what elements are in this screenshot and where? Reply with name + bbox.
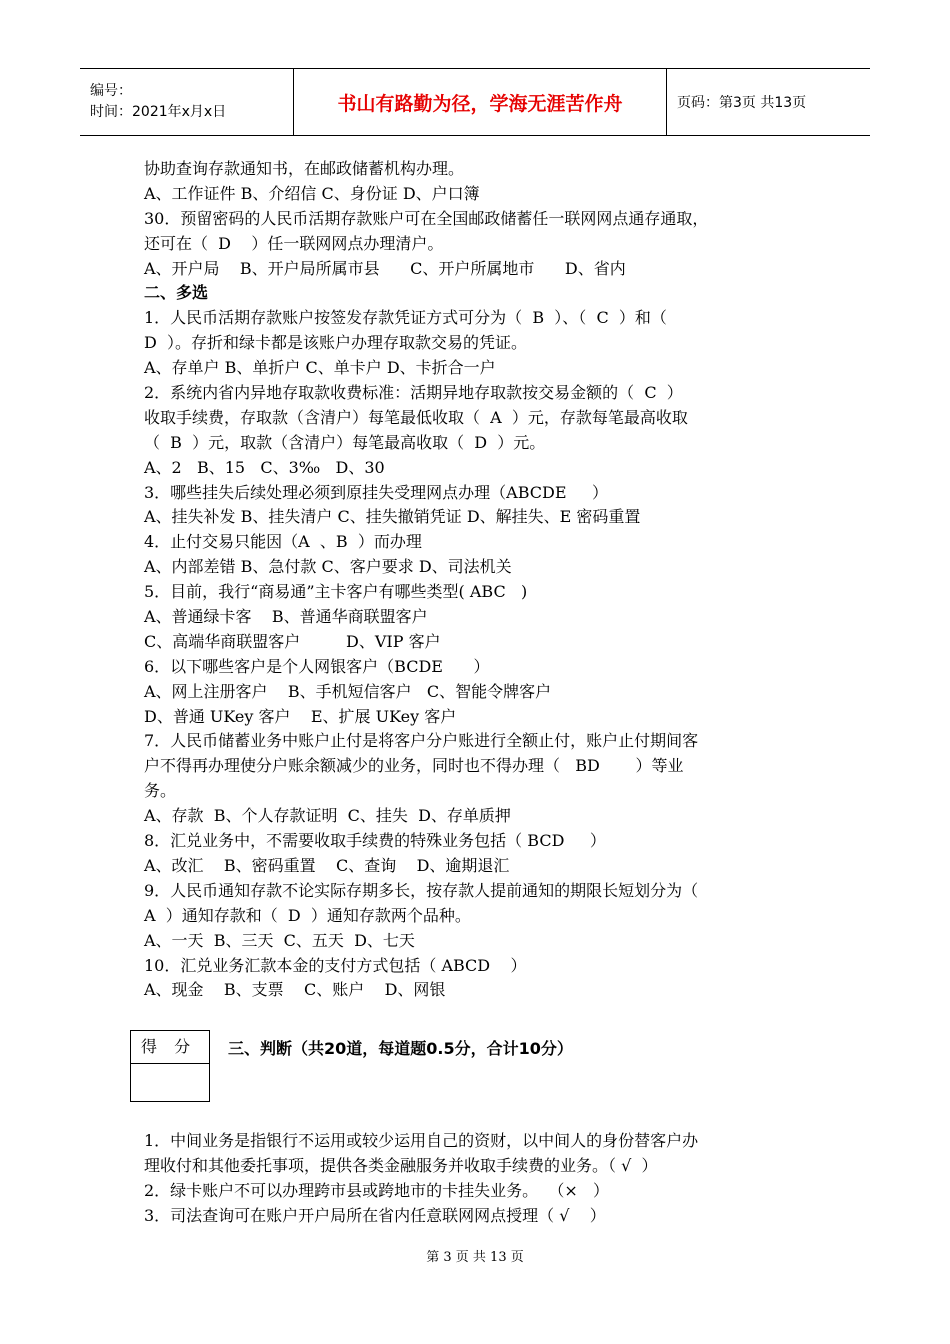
option-line: D、普通 UKey 客户 E、扩展 UKey 客户 <box>144 706 457 726</box>
question-line: 5．目前，我行“商易通”主卡客户有哪些类型( ABC ) <box>144 582 528 602</box>
header-left <box>80 69 294 136</box>
question-body <box>144 157 814 1003</box>
option-line: A、存款 B、个人存款证明 C、挂失 D、存单质押 <box>144 806 511 826</box>
question-line: （ B ）元，取款（含清户）每笔最高收取（ D ）元。 <box>144 432 546 452</box>
question-line: 1．中间业务是指银行不运用或较少运用自己的资财，以中间人的身份替客户办 <box>144 1131 699 1150</box>
question-line: 9．人民币通知存款不论实际存期多长，按存款人提前通知的期限长短划分为（ <box>144 880 699 900</box>
question-line: D ）。存折和绿卡都是该账户办理存取款交易的凭证。 <box>144 333 528 353</box>
question-line: 7．人民币储蓄业务中账户止付是将客户分户账进行全额止付，账户止付期间客 <box>144 731 699 751</box>
question-line: 4．止付交易只能因（A 、B ）而办理 <box>144 532 422 552</box>
question-line: 30．预留密码的人民币活期存款账户可在全国邮政储蓄任一联网网点通存通取， <box>144 208 709 228</box>
page-number-label: 页码：第3页 共13页 <box>667 69 871 136</box>
question-line: 务。 <box>144 781 177 801</box>
question-line: 3．哪些挂失后续处理必须到原挂失受理网点办理（ABCDE ） <box>144 482 608 502</box>
option-line: A、现金 B、支票 C、账户 D、网银 <box>144 980 446 1000</box>
option-line: A、一天 B、三天 C、五天 D、七天 <box>144 930 415 950</box>
header-motto: 书山有路勤为径，学海无涯苦作舟 <box>294 69 667 136</box>
question-line: 收取手续费，存取款（含清户）每笔最低收取（ A ）元，存款每笔最高收取 <box>144 407 688 427</box>
option-line: A、网上注册客户 B、手机短信客户 C、智能令牌客户 <box>144 681 552 701</box>
section-heading: 三、判断（共20道，每道题0.5分，合计10分） <box>228 1039 573 1058</box>
question-line: 6．以下哪些客户是个人网银客户（BCDE ） <box>144 656 490 676</box>
question-line: 3．司法查询可在账户开户局所在省内任意联网网点授理（ √ ） <box>144 1205 606 1225</box>
option-line: A、开户局 B、开户局所属市县 C、开户所属地市 D、省内 <box>144 258 626 278</box>
option-line: A、存单户 B、单折户 C、单卡户 D、卡折合一户 <box>144 358 496 378</box>
question-line: A ）通知存款和（ D ）通知存款两个品种。 <box>144 905 471 925</box>
option-line: A、内部差错 B、急付款 C、客户要求 D、司法机关 <box>144 557 512 577</box>
question-line: 2．绿卡账户不可以办理跨市县或跨地市的卡挂失业务。 （× ） <box>144 1180 610 1200</box>
option-line: A、改汇 B、密码重置 C、查询 D、逾期退汇 <box>144 855 510 875</box>
question-line: 户不得再办理使分户账余额减少的业务，同时也不得办理（ BD ）等业 <box>144 756 684 776</box>
question-line: 1．人民币活期存款账户按签发存款凭证方式可分为（ B ）、（ C ）和（ <box>144 308 667 328</box>
number-label: 编号： <box>90 83 132 99</box>
page-header <box>80 68 870 136</box>
question-line: 8．汇兑业务中，不需要收取手续费的特殊业务包括（ BCD ） <box>144 831 606 851</box>
option-line: A、工作证件 B、介绍信 C、身份证 D、户口簿 <box>144 183 480 203</box>
question-line: 还可在（ D ）任一联网网点办理清户。 <box>144 233 444 253</box>
question-line: 理收付和其他委托事项，提供各类金融服务并收取手续费的业务。（ √ ） <box>144 1155 658 1175</box>
question-line: 2．系统内省内异地存取款收费标准：活期异地存取款按交易金额的（ C ） <box>144 383 683 403</box>
page-footer: 第 3 页 共 13 页 <box>426 1250 524 1265</box>
option-line: A、挂失补发 B、挂失清户 C、挂失撤销凭证 D、解挂失、E 密码重置 <box>144 507 641 527</box>
score-label: 得 分 <box>131 1031 209 1064</box>
judgement-body <box>144 1129 814 1229</box>
option-line: A、普通绿卡客 B、普通华商联盟客户 <box>144 607 428 627</box>
text-line: 协助查询存款通知书，在邮政储蓄机构办理。 <box>144 159 465 178</box>
score-box <box>130 1030 210 1102</box>
option-line: A、2 B、15 C、3‰ D、30 <box>144 457 385 477</box>
option-line: C、高端华商联盟客户 D、VIP 客户 <box>144 631 441 651</box>
question-line: 10．汇兑业务汇款本金的支付方式包括（ ABCD ） <box>144 955 527 975</box>
section-heading: 二、多选 <box>144 283 209 303</box>
time-label: 时间：2021年x月x日 <box>90 104 227 120</box>
